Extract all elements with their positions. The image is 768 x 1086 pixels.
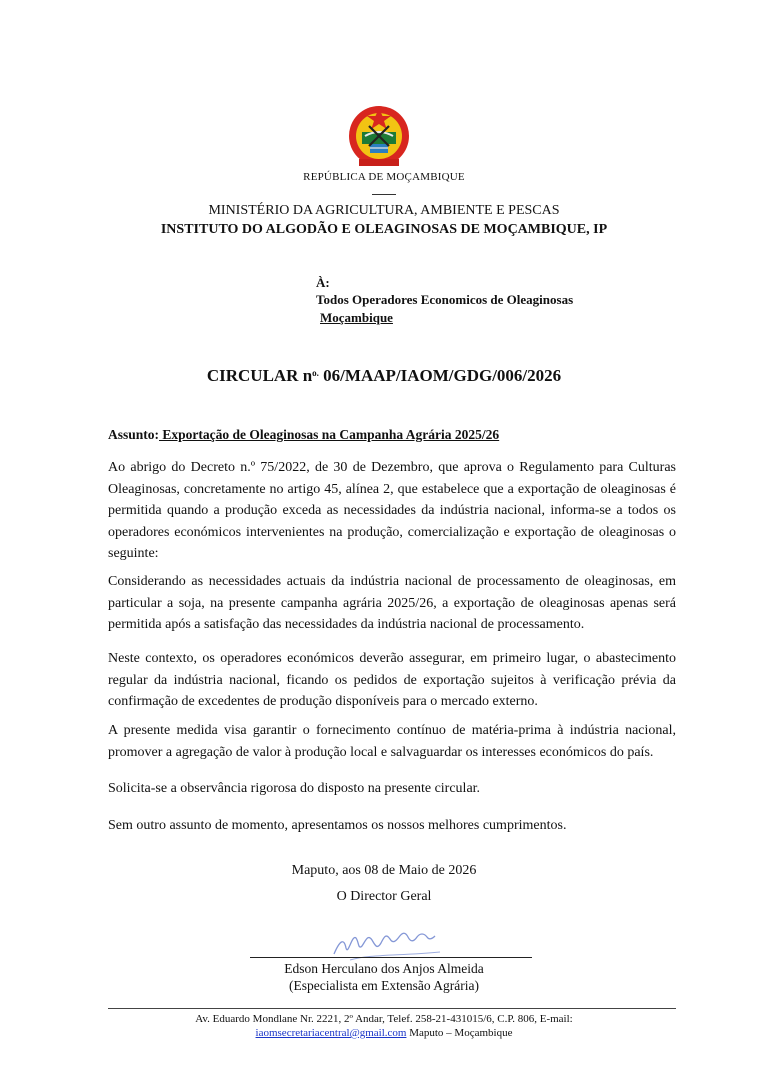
republic-name: REPÚBLICA DE MOÇAMBIQUE xyxy=(303,171,465,183)
signer-name: Edson Herculano dos Anjos Almeida xyxy=(284,961,484,976)
header-divider xyxy=(372,194,396,195)
place-and-date: Maputo, aos 08 de Maio de 2026 xyxy=(291,863,477,878)
recipient-label: À: xyxy=(316,275,330,290)
footer-city: Maputo – Moçambique xyxy=(406,1027,513,1039)
recipient-line-2: Moçambique xyxy=(320,310,393,325)
circular-prefix: CIRCULAR n xyxy=(206,366,313,385)
circular-superscript: o. xyxy=(312,368,319,378)
circular-number: 06/MAAP/IAOM/GDG/006/2026 xyxy=(318,366,562,385)
subject-label: Assunto: xyxy=(108,427,160,442)
body-paragraph-4: A presente medida visa garantir o fornecimento contínuo de matéria-prima à indústria nacional, promover a agregação de valor à produção local e salvaguardar os interesses económicos do país. xyxy=(108,723,676,760)
footer-address: Av. Eduardo Mondlane Nr. 2221, 2º Andar, Telef. 258-21-431015/6, C.P. 806, E-mail: xyxy=(195,1013,573,1025)
body-paragraph-6: Sem outro assunto de momento, apresentamos os nossos melhores cumprimentos. xyxy=(108,818,567,833)
circular-title xyxy=(0,366,768,386)
ministry-name: MINISTÉRIO DA AGRICULTURA, AMBIENTE E PESCAS xyxy=(208,203,560,218)
footer-divider xyxy=(108,1008,676,1009)
email-link[interactable]: iaomsecretariacentral@gmail.com xyxy=(255,1027,407,1039)
body-paragraph-3: Neste contexto, os operadores económicos deverão assegurar, em primeiro lugar, o abastecimento regular da indústria nacional, ficando os pedidos de exportação sujeitos à verificação prévia da confirmação de excedentes de produção disponíveis para o mercado externo. xyxy=(108,651,676,709)
mozambique-coat-of-arms-icon xyxy=(347,100,411,170)
handwritten-signature-icon xyxy=(330,930,460,964)
body-paragraph-5: Solicita-se a observância rigorosa do disposto na presente circular. xyxy=(108,781,481,796)
body-paragraph-2: Considerando as necessidades actuais da indústria nacional de processamento de oleaginosas, em particular a soja, na presente campanha agrária 2025/26, a exportação de oleaginosas apenas será permitida após a satisfação das necessidades da indústria nacional de processamento. xyxy=(108,574,676,632)
signer-role: (Especialista em Extensão Agrária) xyxy=(288,978,480,993)
recipient-line-1: Todos Operadores Economicos de Oleaginosas xyxy=(316,292,574,307)
footer-contact xyxy=(0,1027,768,1039)
body-paragraph-1: Ao abrigo do Decreto n.º 75/2022, de 30 de Dezembro, que aprova o Regulamento para Culturas Oleaginosas, concretamente no artigo 45, alínea 2, que estabelece que a exportação de oleaginosas é permitida quando a produção exceda as necessidades da indústria nacional, informa-se a todos os operadores económicos intervenientes na produção, comercialização e exportação de oleaginosas o seguinte: xyxy=(108,460,676,561)
subject-line xyxy=(108,427,499,443)
signature-line xyxy=(250,957,532,958)
subject-text: Exportação de Oleaginosas na Campanha Agrária 2025/26 xyxy=(159,427,500,442)
institute-name: INSTITUTO DO ALGODÃO E OLEAGINOSAS DE MOÇAMBIQUE, IP xyxy=(160,222,608,237)
director-title: O Director Geral xyxy=(336,889,432,904)
